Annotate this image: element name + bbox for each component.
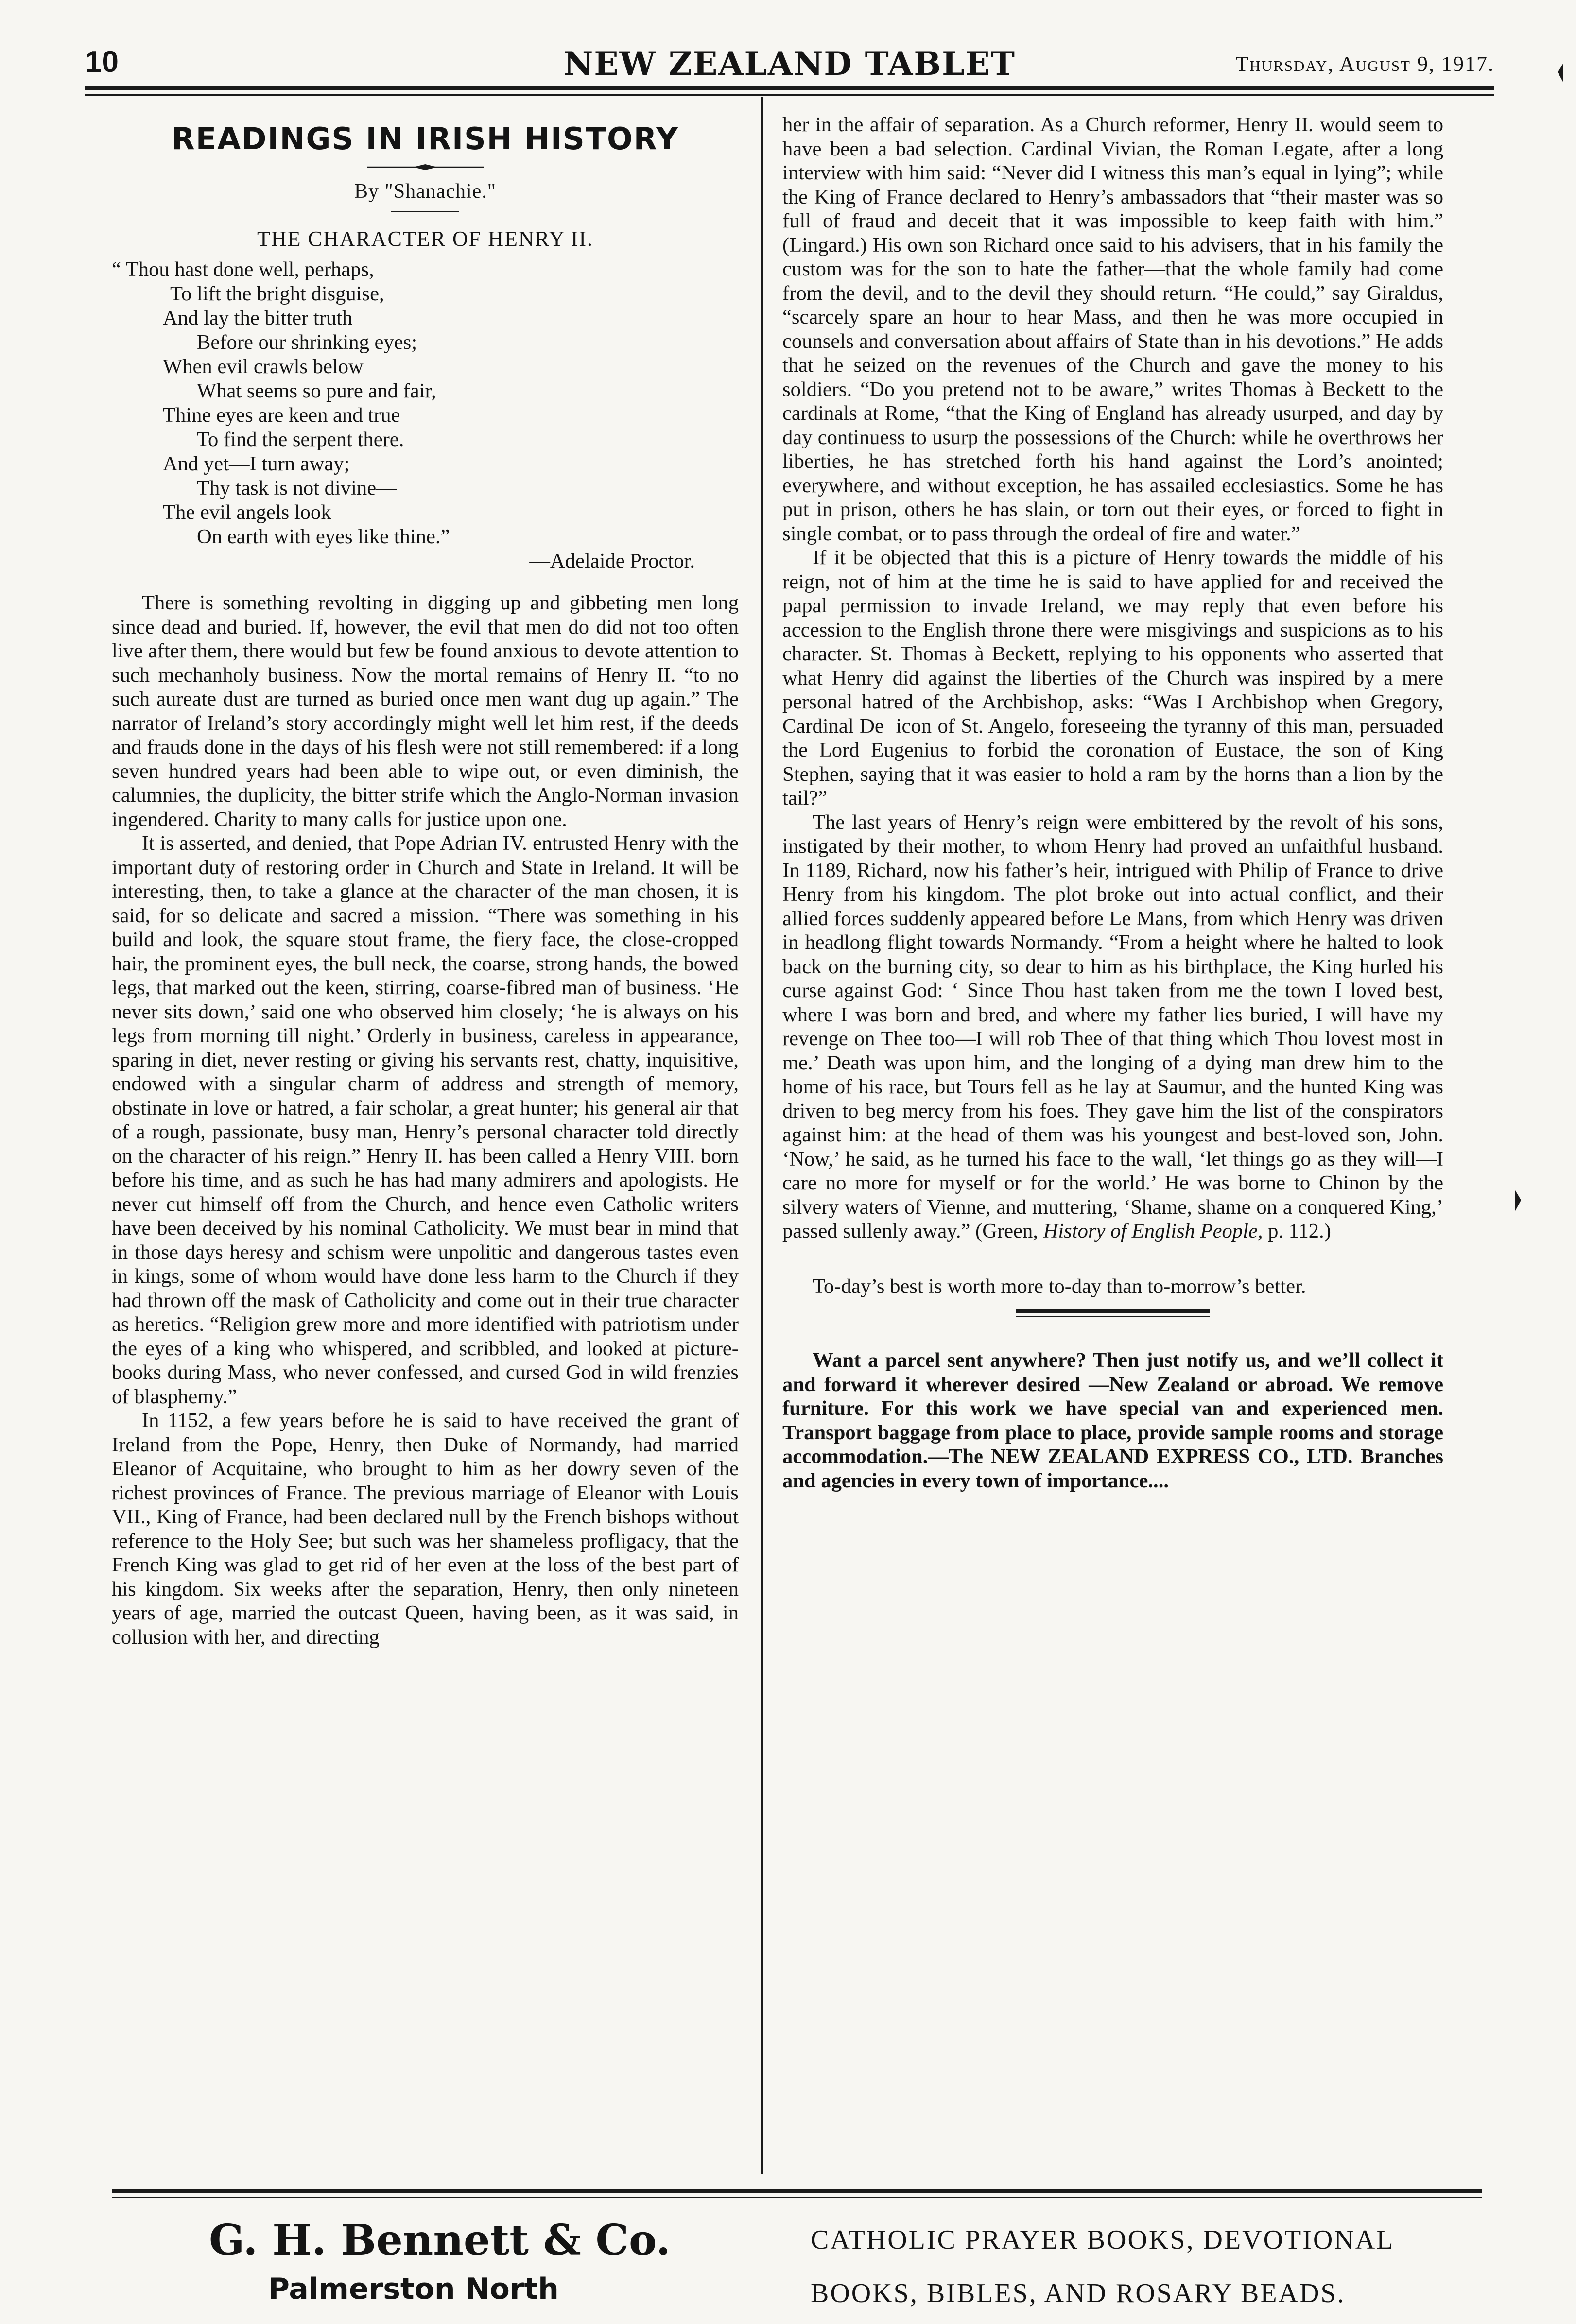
advert-text: Want a parcel sent anywhere? Then just notify us, and we’ll collect it and forward it wherever desired —New Zealand or abroad. We remove furniture. For this work we have special van and experienced men. Transport baggage from place to place, provide sample rooms and storage accommodation.—The NEW ZEALAND EXPRESS CO., LTD. Branches and agencies in every town of importance....	[782, 1349, 1443, 1492]
poem-line: To lift the bright disguise,	[170, 282, 384, 305]
title-ornament	[367, 163, 484, 171]
article-paragraph: If it be objected that this is a picture of Henry towards the middle of his reign, not of him at the time he is said to have applied for and received the papal permission to invade Ireland, we may reply that even before his accession to the English throne there were misgivings and suspicions as to his character. St. Thomas à Beckett, replying to his opponents who asserted that what Henry did against the liberties of the Church was inspired by a mere personal hatred of the Archbishop, asks: “Was I Archbishop when Gregory, Cardinal De icon of St. Angelo, foreseeing the tyranny of this man, persuaded the Lord Eugenius to forbid the coronation of Eustace, the son of King Stephen, saying that it was easier to hold a ram by the horns than a lion by the tail?”	[782, 546, 1443, 809]
filler-rule	[1016, 1309, 1210, 1317]
header-rule-thick	[85, 86, 1494, 90]
poem-line: “ Thou hast done well, perhaps,	[112, 258, 374, 281]
poem-line: And lay the bitter truth	[163, 307, 353, 329]
poem-attribution: —Adelaide Proctor.	[529, 550, 695, 572]
poem-line: To find the serpent there.	[197, 428, 404, 451]
poem-line: Thine eyes are keen and true	[163, 404, 400, 427]
issue-date: Thursday, August 9, 1917.	[1235, 52, 1494, 76]
article-title: READINGS IN IRISH HISTORY	[171, 121, 679, 156]
paragraph-text: The last years of Henry’s reign were embittered by the revolt of his sons, instigated by their mother, to whom Henry had proved an unfaithful husband. In 1189, Richard, now his father’s heir, intrigued with Philip of France to drive Henry from his kingdom. The plot broke out into actual conflict, and their allied forces suddenly appeared before Le Mans, from which Henry was driven in headlong flight towards Normandy. “From a height where he halted to look back on the burning city, so dear to him as his birthplace, the King hurled his curse against God: ‘ Since Thou hast taken from me the town I loved best, where I was born and bred, and where my father lies buried, I will have my revenge on Thee too—I will rob Thee of that thing which Thou lovest most in me.’ Death was upon him, and the longing of a dying man drew him to the home of his race, but Tours fell as he lay at Saumur, and the hunted King was driven to beg mercy from his foes. They gave him the list of the conspirators against him: at the head of them was his youngest and best-loved son, John. ‘Now,’ he said, as he turned his face to the wall, ‘let things go as they will—I care no more for myself or for the world.’ He was borne to Chinon by the silvery waters of Vienne, and muttering, ‘Shame, shame on a conquered King,’ passed sullenly away.” (Green,	[782, 810, 1443, 1242]
article-paragraph: There is something revolting in digging up and gibbeting men long since dead and buried. If, however, the evil that men do did not too often live after them, there would but few be found anxious to devote attention to such mechanholy business. Now the mortal remains of Henry II. “to no such aureate dust are turned as buried once men want dug up again.” The narrator of Ireland’s story accordingly might well let him rest, if the deeds and frauds done in the days of his flesh were not still remembered: if a long seven hundred years had been able to wipe out, or even diminish, the calumnies, the duplicity, the bitter strife which the Anglo-Norman invasion ingendered. Charity to many calls for justice upon one.	[112, 591, 739, 831]
publication-title: NEW ZEALAND TABLET	[564, 45, 1016, 83]
byline: By "Shanachie."	[354, 180, 496, 203]
edge-mark	[1553, 58, 1567, 92]
column-divider	[761, 97, 763, 2174]
article-subtitle: THE CHARACTER OF HENRY II.	[257, 226, 594, 251]
article-paragraph: her in the affair of separation. As a Church reformer, Henry II. would seem to have been a bad selection. Cardinal Vivian, the Roman Legate, after a long interview with him said: “Never did I witness this man’s equal in lying”; while the King of France declared to Henry’s ambassadors that “their master was so full of fraud and deceit that it was impossible to keep faith with him.” (Lingard.) His own son Richard once said to his advisers, that in his family the custom was for the son to hate the father—that the whole family had come from the devil, and to the devil they should return. “He could,” say Giraldus, “scarcely spare an hour to hear Mass, and then he was more occupied in counsels and conversation about affairs of State than in his devotions.” He adds that he seized on the revenues of the Church and gave the money to his soldiers. “Do you pretend not to be aware,” writes Thomas à Beckett to the cardinals at Rome, “that the King of England has already usurped, and day by day continuess to usurp the possessions of the Church: while he overthrows her liberties, he has stretched forth his hand against the Lord’s anointed; everywhere, and without exception, he has assailed ecclesiastics. Some he has put in prison, others he has slain, or torn out their eyes, or forced to fight in single combat, or to pass through the ordeal of fire and water.”	[782, 113, 1443, 545]
advertiser-town: Palmerston North	[268, 2272, 559, 2306]
edge-mark	[1511, 1186, 1526, 1220]
poem-line: Thy task is not divine—	[197, 477, 397, 499]
poem-line: What seems so pure and fair,	[197, 379, 436, 402]
byline-rule	[391, 211, 459, 212]
advert-line-2: BOOKS, BIBLES, AND ROSARY BEADS.	[811, 2278, 1346, 2308]
footer-rule-thin	[112, 2197, 1482, 2198]
epigraph-poem	[112, 258, 739, 573]
header-rule-thin	[85, 94, 1494, 96]
right-column	[782, 113, 1443, 1493]
article-paragraph	[782, 810, 1443, 1243]
spacer	[782, 1243, 1443, 1261]
page-header	[85, 45, 1494, 84]
express-advert	[782, 1348, 1443, 1493]
poem-line: When evil crawls below	[163, 355, 364, 378]
article-paragraph: It is asserted, and denied, that Pope Adrian IV. entrusted Henry with the important duty of restoring order in Church and State in Ireland. It will be interesting, then, to take a glance at the character of the man chosen, it is said, for so delicate and sacred a mission. “There was something in his build and look, the square stout frame, the fiery face, the close-cropped hair, the prominent eyes, the bull neck, the coarse, strong hands, the bowed legs, that marked out the keen, stirring, coarse-fibred man of business. ‘He never sits down,’ said one who observed him closely; ‘he is always on his legs from morning till night.’ Orderly in business, careless in appearance, sparing in diet, never resting or giving his servants rest, chatty, inquisitive, endowed with a singular charm of address and strength of memory, obstinate in love or hatred, a fair scholar, a great hunter; his general air that of a rough, passionate, busy man, Henry’s personal character told directly on the character of his reign.” Henry II. has been called a Henry VIII. born before his time, and as such he has had many admirers and apologists. He never cut himself off from the Church, and hence even Catholic writers have been deceived by his nominal Catholicity. We must bear in mind that in those days heresy and schism were unpolitic and dangerous tastes even in kings, some of whom would have done less harm to the Church if they had thrown off the mask of Catholicity and come out in their true character as heretics. “Religion grew more and more identified with patriotism under the eyes of a king who whispered, and scribbled, and looked at picture-books during Mass, who never confessed, and cursed God in wild frenzies of blasphemy.”	[112, 832, 739, 1408]
advert-line-1: CATHOLIC PRAYER BOOKS, DEVOTIONAL	[811, 2225, 1395, 2255]
footer-rule-thick	[112, 2189, 1482, 2193]
citation-title: History of English People,	[1043, 1220, 1263, 1242]
poem-line: Before our shrinking eyes;	[197, 331, 417, 354]
page-number: 10	[85, 45, 119, 79]
poem-line: The evil angels look	[163, 501, 331, 524]
filler-item: To-day’s best is worth more to-day than to-morrow’s better.	[813, 1274, 1306, 1298]
poem-line: On earth with eyes like thine.”	[197, 525, 450, 548]
citation-end: p. 112.)	[1268, 1220, 1331, 1242]
poem-line: And yet—I turn away;	[163, 452, 350, 475]
left-column	[112, 97, 739, 1649]
advertiser-name: G. H. Bennett & Co.	[209, 2216, 671, 2265]
article-paragraph: In 1152, a few years before he is said to have received the grant of Ireland from the Pope, Henry, then Duke of Normandy, had married Eleanor of Acquitaine, who brought to him as her dowry seven of the richest provinces of France. The previous marriage of Eleanor with Louis VII., King of France, had been declared null by the French bishops without reference to the Holy See; but such was her shameless profligacy, that the French King was glad to get rid of her even at the loss of the best part of his kingdom. Six weeks after the separation, Henry, then only nineteen years of age, married the outcast Queen, having been, as it was said, in collusion with her, and directing	[112, 1409, 739, 1649]
